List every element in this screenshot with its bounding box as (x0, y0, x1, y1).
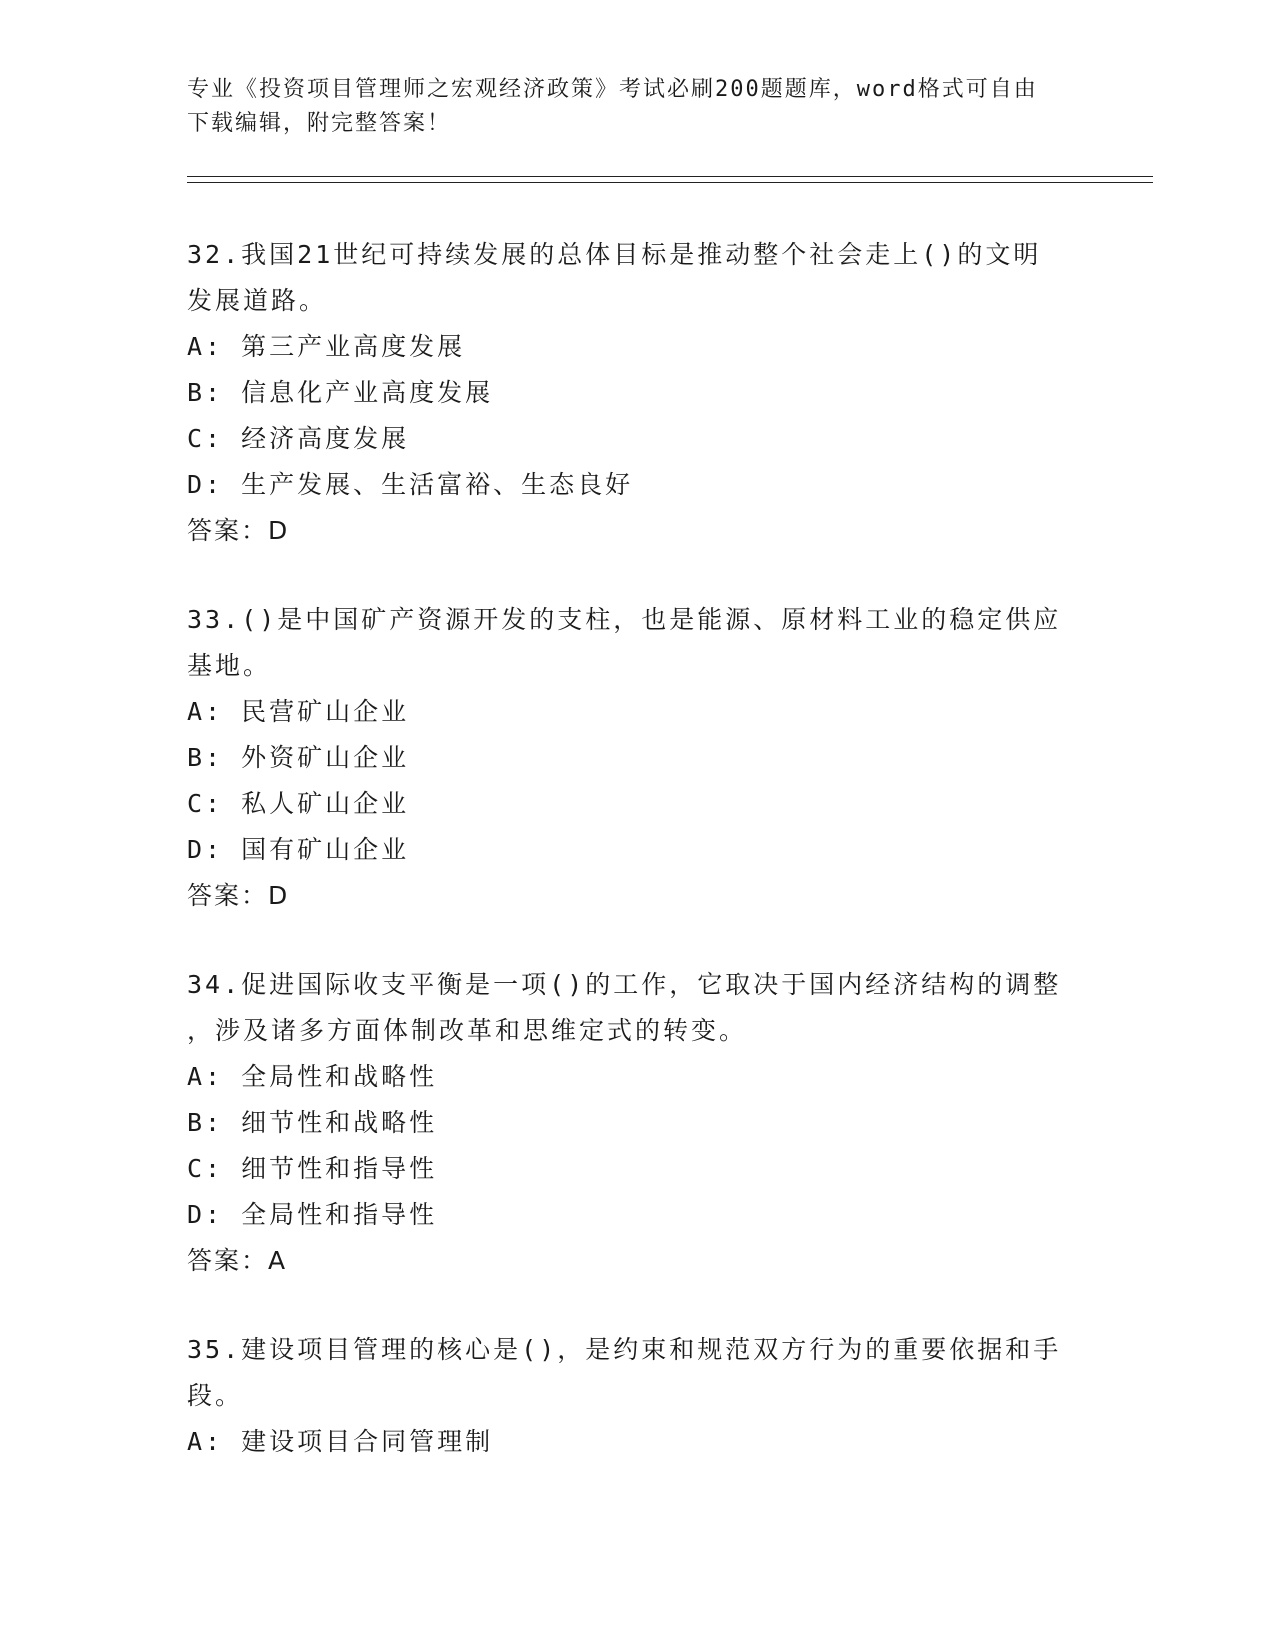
question-stem (187, 1327, 1087, 1419)
question-stem-line: 发展道路。 (187, 286, 328, 315)
option-a: A: 全局性和战略性 (187, 1062, 438, 1091)
option-a: A: 建设项目合同管理制 (187, 1427, 494, 1456)
option-a: A: 第三产业高度发展 (187, 332, 466, 361)
answer: 答案：D (187, 516, 290, 545)
question-stem-line: 34.促进国际收支平衡是一项()的工作，它取决于国内经济结构的调整 (187, 970, 1062, 999)
option-a: A: 民营矿山企业 (187, 697, 410, 726)
option-b: B: 细节性和战略性 (187, 1108, 438, 1137)
question-stem (187, 597, 1087, 689)
header-line-2: 下载编辑，附完整答案！ (187, 111, 452, 136)
question-stem-line: 35.建设项目管理的核心是()，是约束和规范双方行为的重要依据和手 (187, 1335, 1062, 1364)
header-divider-bottom (187, 182, 1153, 183)
option-b: B: 外资矿山企业 (187, 743, 410, 772)
question-stem (187, 232, 1087, 324)
question-stem-line: ，涉及诸多方面体制改革和思维定式的转变。 (187, 1016, 748, 1045)
option-d: D: 生产发展、生活富裕、生态良好 (187, 470, 634, 499)
question-35 (187, 1327, 1087, 1465)
question-33 (187, 597, 1087, 919)
header-divider-top (187, 176, 1153, 177)
option-c: C: 细节性和指导性 (187, 1154, 438, 1183)
answer: 答案：A (187, 1246, 288, 1275)
question-34 (187, 962, 1087, 1284)
option-d: D: 全局性和指导性 (187, 1200, 438, 1229)
option-c: C: 经济高度发展 (187, 424, 410, 453)
question-stem (187, 962, 1087, 1054)
option-b: B: 信息化产业高度发展 (187, 378, 494, 407)
header-line-1: 专业《投资项目管理师之宏观经济政策》考试必刷200题题库，word格式可自由 (187, 77, 1038, 102)
option-d: D: 国有矿山企业 (187, 835, 410, 864)
option-c: C: 私人矿山企业 (187, 789, 410, 818)
question-stem-line: 基地。 (187, 651, 272, 680)
question-stem-line: 段。 (187, 1381, 244, 1410)
answer: 答案：D (187, 881, 290, 910)
question-stem-line: 33.()是中国矿产资源开发的支柱，也是能源、原材料工业的稳定供应 (187, 605, 1062, 634)
question-32 (187, 232, 1087, 554)
question-stem-line: 32.我国21世纪可持续发展的总体目标是推动整个社会走上()的文明 (187, 240, 1042, 269)
document-header (187, 73, 1087, 141)
